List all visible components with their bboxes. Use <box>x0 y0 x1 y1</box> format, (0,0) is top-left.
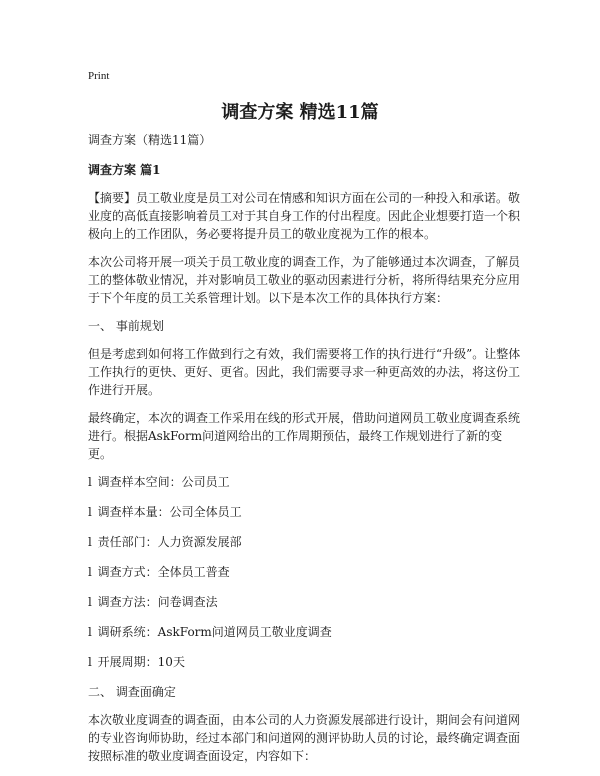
list-marker: l <box>88 655 92 669</box>
list-item <box>88 503 526 521</box>
list-item <box>88 593 526 611</box>
decision-paragraph: 最终确定，本次的调查工作采用在线的形式开展，借助问道网员工敬业度调查系统进行。根据AskForm问道网给出的工作周期预估，最终工作规划进行了新的变更。 <box>88 411 521 461</box>
planning-paragraph: 但是考虑到如何将工作做到行之有效，我们需要将工作的执行进行“升级”。让整体工作执行的更快、更好、更省。因此，我们需要寻求一种更高效的办法，将这份工作进行开展。 <box>88 347 521 397</box>
list-item <box>88 473 526 491</box>
list-item <box>88 563 526 581</box>
survey-scope-paragraph: 本次敬业度调查的调查面，由本公司的人力资源发展部进行设计，期间会有问道网的专业咨询师协助，经过本部门和问道网的测评协助人员的讨论，最终确定调查面按照标准的敬业度调查面设定，内容如下： <box>88 713 521 763</box>
list-item <box>88 653 526 671</box>
heading-planning: 一、 事前规划 <box>88 319 164 333</box>
list-item-text: 责任部门：人力资源发展部 <box>97 535 242 549</box>
list-marker: l <box>88 625 92 639</box>
heading-survey-scope: 二、 调查面确定 <box>88 685 176 699</box>
list-item-text: 调查样本空间：公司员工 <box>97 475 230 489</box>
abstract-paragraph: 【摘要】员工敬业度是员工对公司在情感和知识方面在公司的一种投入和承诺。敬业度的高低直接影响着员工对于其自身工作的付出程度。因此企业想要打造一个积极向上的工作团队，务必要将提升员工的敬业度视为工作的根本。 <box>88 191 521 241</box>
document-title: 调查方案 精选11篇 <box>221 102 379 123</box>
print-label: Print <box>88 70 110 82</box>
list-item <box>88 623 526 641</box>
list-item-text: 开展周期：10天 <box>97 655 185 669</box>
list-marker: l <box>88 475 92 489</box>
list-marker: l <box>88 595 92 609</box>
list-marker: l <box>88 565 92 579</box>
list-marker: l <box>88 535 92 549</box>
document-body <box>88 131 526 775</box>
list-item <box>88 533 526 551</box>
list-item-text: 调研系统：AskForm问道网员工敬业度调查 <box>97 625 332 639</box>
list-marker: l <box>88 505 92 519</box>
list-item-text: 调查方式：全体员工普查 <box>97 565 230 579</box>
document-subtitle: 调查方案（精选11篇） <box>88 133 212 147</box>
list-item-text: 调查样本量：公司全体员工 <box>97 505 242 519</box>
list-item-text: 调查方法：问卷调查法 <box>97 595 218 609</box>
section-heading: 调查方案 篇1 <box>88 163 161 177</box>
intro-paragraph: 本次公司将开展一项关于员工敬业度的调查工作，为了能够通过本次调查，了解员工的整体敬业情况，并对影响员工敬业的驱动因素进行分析，将所得结果充分应用于下个年度的员工关系管理计划。以下是本次工作的具体执行方案： <box>88 255 521 305</box>
